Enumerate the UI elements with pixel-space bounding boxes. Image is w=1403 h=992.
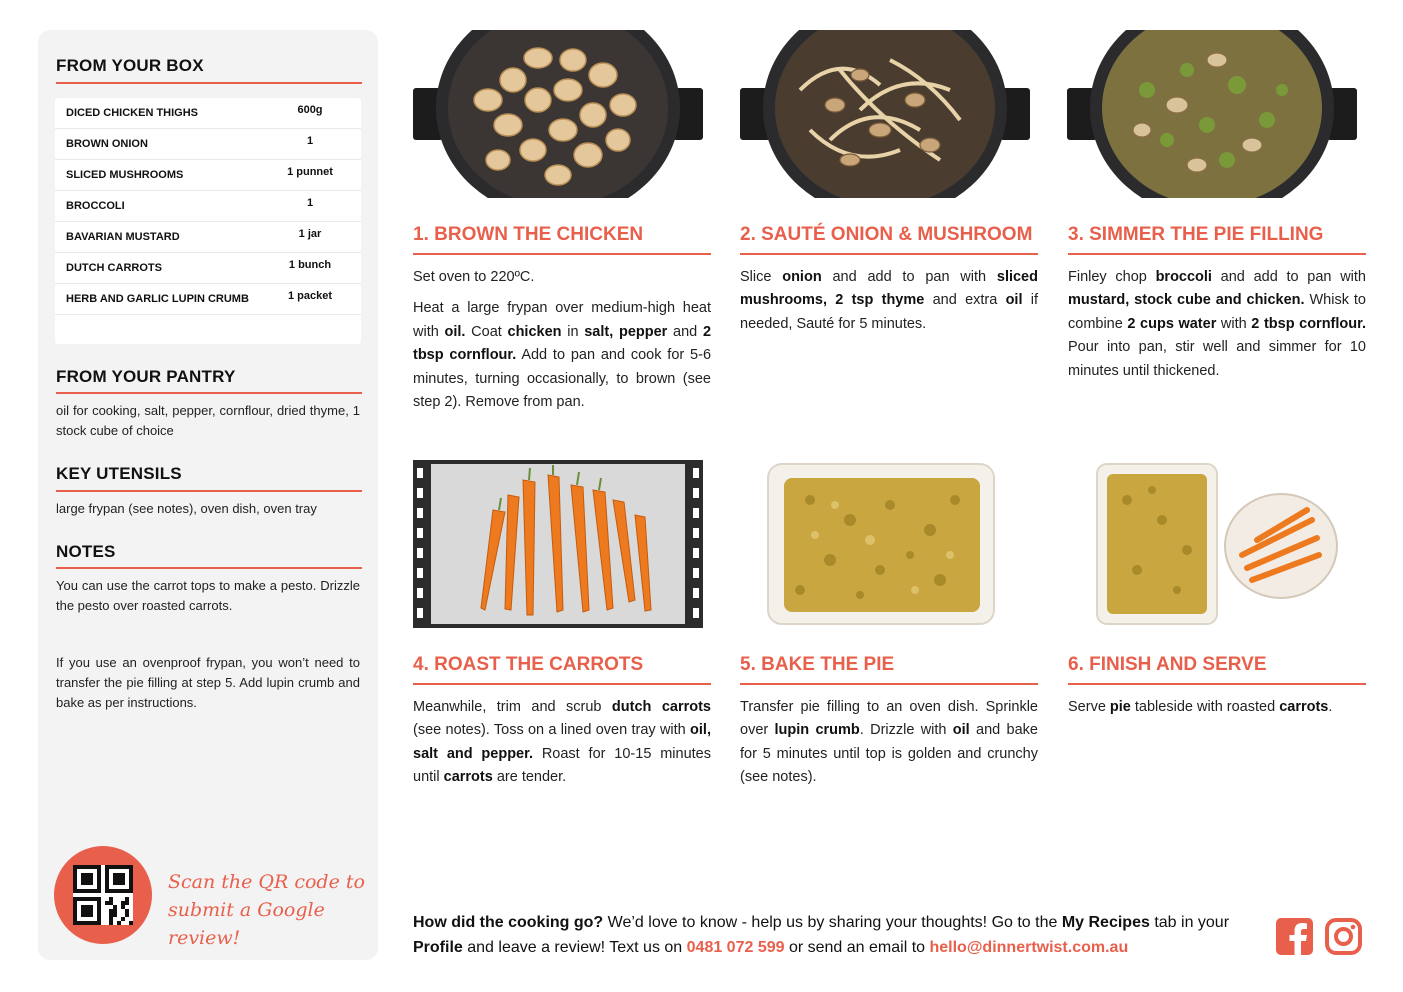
step-1-body xyxy=(413,266,711,422)
divider xyxy=(56,82,362,84)
ingredient-qty: 1 jar xyxy=(298,228,322,240)
pantry-text: oil for cooking, salt, pepper, cornflour, dried thyme, 1 stock cube of choice xyxy=(56,403,360,438)
qr-badge[interactable] xyxy=(54,846,152,944)
step-6-paragraph: Serve pie tableside with roasted carrots. xyxy=(1068,699,1333,715)
bold-text: mustard, stock cube and chicken. xyxy=(1068,292,1305,309)
divider xyxy=(740,253,1038,255)
bold-text: lupin crumb xyxy=(774,722,860,739)
step-1-photo xyxy=(413,30,703,198)
bold-text: My Recipes xyxy=(1061,914,1150,931)
table-row xyxy=(55,222,361,253)
qr-caption xyxy=(168,868,368,952)
step-3-paragraph: Finley chop broccoli and add to pan with mustard, stock cube and chicken. Whisk to combine 2 cups water with 2 tbsp cornflour. Pour into pan, stir well and simmer for 10 minutes until thickened. xyxy=(1068,269,1366,379)
divider xyxy=(1068,683,1366,685)
divider xyxy=(56,490,362,492)
bold-text: oil xyxy=(1005,292,1023,309)
ingredient-qty: 1 packet xyxy=(287,290,333,302)
divider xyxy=(56,567,362,569)
ingredient-name: DUTCH CARROTS xyxy=(66,262,162,274)
bold-text: How did the cooking go? xyxy=(413,914,604,931)
step-5-paragraph: Transfer pie filling to an oven dish. Sprinkle over lupin crumb. Drizzle with oil and bake for 5 minutes until top is golden and crunchy (see notes). xyxy=(740,699,1038,786)
step-1-paragraph: Heat a large frypan over medium-high heat with oil. Coat chicken in salt, pepper and 2 tbsp cornflour. Add to pan and cook for 5-6 minutes, turning occasionally, to brown (see step 2). Remove from pan. xyxy=(413,300,712,411)
step-3-body xyxy=(1068,266,1366,391)
contact-link[interactable]: hello@dinnertwist.com.au xyxy=(929,939,1129,956)
bold-text: 2 cups water xyxy=(1127,315,1217,332)
ingredients-sidebar xyxy=(38,30,378,960)
step-2-paragraph: Slice onion and add to pan with sliced mushrooms, 2 tsp thyme and extra oil if needed, Sauté for 5 minutes. xyxy=(740,269,1039,332)
qr-caption-line: Scan the QR code to xyxy=(168,871,365,893)
divider xyxy=(1068,253,1366,255)
notes-text: If you use an ovenproof frypan, you won’t need to transfer the pie filling at step 5. Add lupin crumb and bake as per instructions. xyxy=(56,655,360,710)
ingredient-name: BROWN ONION xyxy=(66,138,148,150)
notes-section-title: NOTES xyxy=(56,542,116,561)
step-2-body xyxy=(740,266,1038,344)
bold-text: chicken xyxy=(507,323,562,340)
ingredient-qty: 1 punnet xyxy=(287,166,333,178)
step-4-title: 4. ROAST THE CARROTS xyxy=(413,654,644,675)
step-6-photo xyxy=(1067,460,1357,628)
step-1-paragraph: Set oven to 220ºC. xyxy=(413,269,535,285)
step-5-title: 5. BAKE THE PIE xyxy=(740,654,895,675)
table-row xyxy=(55,284,361,315)
box-ingredient-table xyxy=(55,98,361,344)
bold-text: pie xyxy=(1109,699,1131,715)
step-4-photo xyxy=(413,460,703,628)
notes-text: You can use the carrot tops to make a pesto. Drizzle the pesto over roasted carrots. xyxy=(56,578,360,613)
step-6-body xyxy=(1068,696,1366,727)
step-1-title: 1. BROWN THE CHICKEN xyxy=(413,224,644,245)
divider xyxy=(413,683,711,685)
ingredient-qty: 1 bunch xyxy=(288,259,332,271)
utensils-section-title: KEY UTENSILS xyxy=(56,464,182,483)
ingredient-name: BROCCOLI xyxy=(66,200,125,212)
step-5-body xyxy=(740,696,1038,798)
ingredient-qty: 1 xyxy=(306,197,314,209)
bold-text: salt, pepper xyxy=(584,323,668,340)
table-row xyxy=(55,98,361,129)
instagram-icon[interactable] xyxy=(1325,918,1362,955)
bold-text: Profile xyxy=(413,939,463,956)
table-row xyxy=(55,253,361,284)
bold-text: onion xyxy=(782,269,822,285)
facebook-icon[interactable] xyxy=(1276,918,1313,955)
box-section-title: FROM YOUR BOX xyxy=(56,56,204,75)
bold-text: carrots xyxy=(443,769,493,786)
ingredient-name: BAVARIAN MUSTARD xyxy=(66,231,180,243)
ingredient-qty: 600g xyxy=(297,104,323,116)
utensils-text: large frypan (see notes), oven dish, oven tray xyxy=(56,501,317,516)
divider xyxy=(56,392,362,394)
divider xyxy=(740,683,1038,685)
ingredient-qty: 1 xyxy=(306,135,314,147)
step-5-photo xyxy=(740,460,1030,628)
bold-text: oil. xyxy=(444,323,466,340)
review-prompt: How did the cooking go? We’d love to know - help us by sharing your thoughts! Go to the My Recipes tab in your Profile and leave a review! Text us on 0481 072 599 or send an email to hello@dinnertwist.com.au xyxy=(413,914,1230,956)
table-row xyxy=(55,129,361,160)
table-row xyxy=(55,191,361,222)
bold-text: 2 tbsp cornflour. xyxy=(1251,315,1366,332)
qr-caption-line: submit a Google review! xyxy=(168,899,325,949)
contact-link[interactable]: 0481 072 599 xyxy=(686,939,785,956)
bold-text: dutch carrots xyxy=(611,699,711,715)
bold-text: broccoli xyxy=(1155,269,1212,285)
step-2-photo xyxy=(740,30,1030,198)
table-row xyxy=(55,160,361,191)
qr-code-icon[interactable] xyxy=(73,865,133,925)
step-2-title: 2. SAUTÉ ONION & MUSHROOM xyxy=(740,224,1033,245)
divider xyxy=(413,253,711,255)
ingredient-name: DICED CHICKEN THIGHS xyxy=(66,107,199,119)
ingredient-name: SLICED MUSHROOMS xyxy=(66,169,184,181)
pantry-section-title: FROM YOUR PANTRY xyxy=(56,367,236,386)
step-4-paragraph: Meanwhile, trim and scrub dutch carrots (see notes). Toss on a lined oven tray with oil, salt and pepper. Roast for 10-15 minutes until carrots are tender. xyxy=(413,699,711,786)
bold-text: carrots xyxy=(1279,699,1329,715)
step-3-photo xyxy=(1067,30,1357,198)
bold-text: 2 tbsp cornflour. xyxy=(413,323,712,364)
step-3-title: 3. SIMMER THE PIE FILLING xyxy=(1068,224,1324,245)
step-6-title: 6. FINISH AND SERVE xyxy=(1068,654,1267,675)
bold-text: oil xyxy=(952,722,970,739)
bold-text: oil, salt and pepper. xyxy=(413,722,711,762)
bold-text: sliced mushrooms, 2 tsp thyme xyxy=(740,269,1038,309)
ingredient-name: HERB AND GARLIC LUPIN CRUMB xyxy=(66,293,249,305)
step-4-body xyxy=(413,696,711,798)
